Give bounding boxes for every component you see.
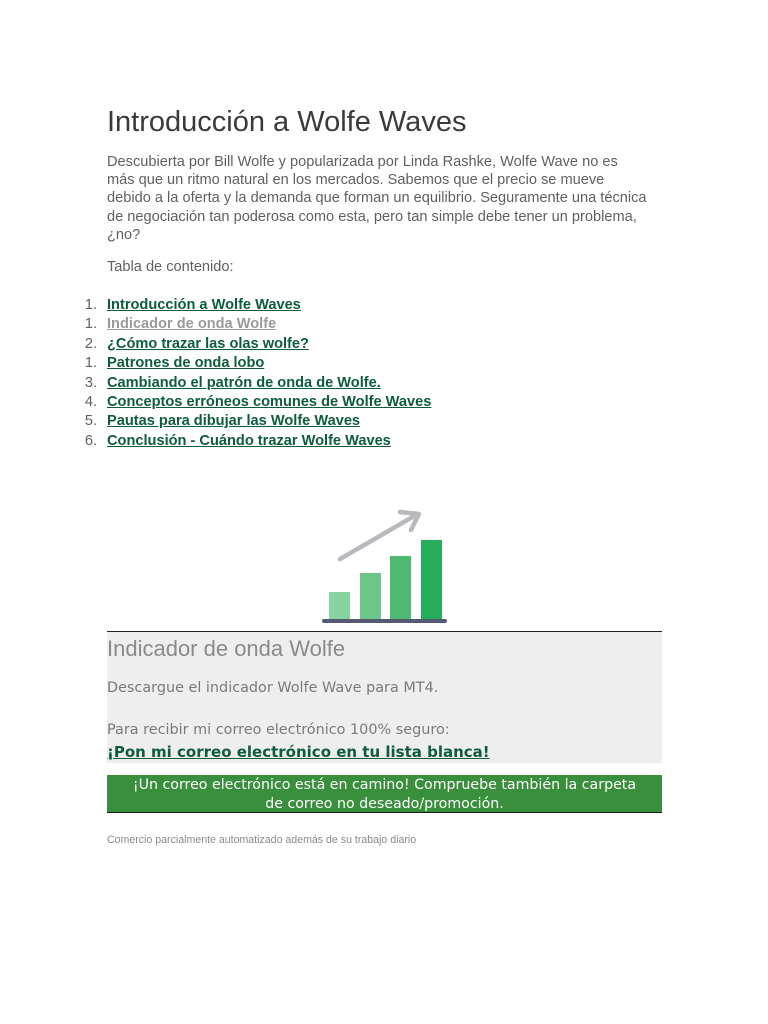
chart-bar-4 (421, 540, 442, 620)
subscribe-description: Descargue el indicador Wolfe Wave para MT4. (107, 680, 439, 696)
toc-link-introduccion[interactable]: Introducción a Wolfe Waves (107, 297, 301, 313)
toc-item-number: 5. (84, 413, 97, 430)
growth-bar-chart-icon (322, 505, 448, 627)
subscribe-title: Indicador de onda Wolfe (107, 636, 346, 661)
toc-link-pautas[interactable]: Pautas para dibujar las Wolfe Waves (107, 413, 361, 430)
toc-item-number: 1. (84, 297, 97, 313)
toc-item-number: 4. (84, 393, 97, 410)
whitelist-email-link[interactable]: ¡Pon mi correo electrónico en tu lista blanca! (107, 743, 490, 761)
subscribe-box (107, 631, 662, 763)
table-of-contents (0, 296, 640, 451)
toc-item-number: 6. (84, 432, 97, 449)
intro-paragraph: Descubierta por Bill Wolfe y popularizada por Linda Rashke, Wolfe Wave no es más que un ritmo natural en los mercados. Sabemos que el precio se mueve debido a la oferta y la demanda que forman un equilibrio. Seguramente una técnica de negociación tan poderosa como esta, pero tan simple debe tener un problema, ¿no? (107, 154, 647, 243)
chart-bar-1 (329, 592, 350, 620)
footer-note: Comercio parcialmente automatizado además de su trabajo diario (107, 834, 417, 846)
trend-arrow-shaft (340, 515, 416, 559)
toc-link-indicador[interactable]: Indicador de onda Wolfe (107, 316, 277, 333)
toc-item-number: 2. (84, 335, 97, 352)
toc-item-number: 1. (84, 355, 97, 372)
toc-item (0, 374, 640, 393)
toc-item-number: 3. (84, 374, 97, 391)
toc-link-patrones[interactable]: Patrones de onda lobo (107, 355, 265, 372)
banner-line-1: ¡Un correo electrónico está en camino! Compruebe también la carpeta (132, 777, 637, 793)
toc-item (0, 432, 640, 451)
chart-bar-3 (390, 556, 411, 620)
toc-item (0, 412, 640, 431)
toc-item-number: 1. (84, 316, 97, 333)
toc-item (0, 393, 640, 412)
banner-line-2: de correo no deseado/promoción. (265, 796, 504, 812)
toc-link-cambiando[interactable]: Cambiando el patrón de onda de Wolfe. (107, 374, 381, 391)
confirmation-banner (107, 775, 662, 813)
page-title: Introducción a Wolfe Waves (107, 106, 467, 138)
email-prompt: Para recibir mi correo electrónico 100% seguro: (107, 722, 450, 738)
toc-heading: Tabla de contenido: (107, 259, 234, 275)
toc-item (0, 354, 640, 373)
toc-item (0, 296, 640, 315)
chart-bar-2 (360, 573, 381, 620)
toc-link-conceptos[interactable]: Conceptos erróneos comunes de Wolfe Waves (107, 393, 432, 410)
toc-link-conclusion[interactable]: Conclusión - Cuándo trazar Wolfe Waves (107, 432, 391, 449)
toc-link-como-trazar[interactable]: ¿Cómo trazar las olas wolfe? (107, 335, 309, 352)
toc-item (0, 315, 640, 334)
toc-item (0, 335, 640, 354)
